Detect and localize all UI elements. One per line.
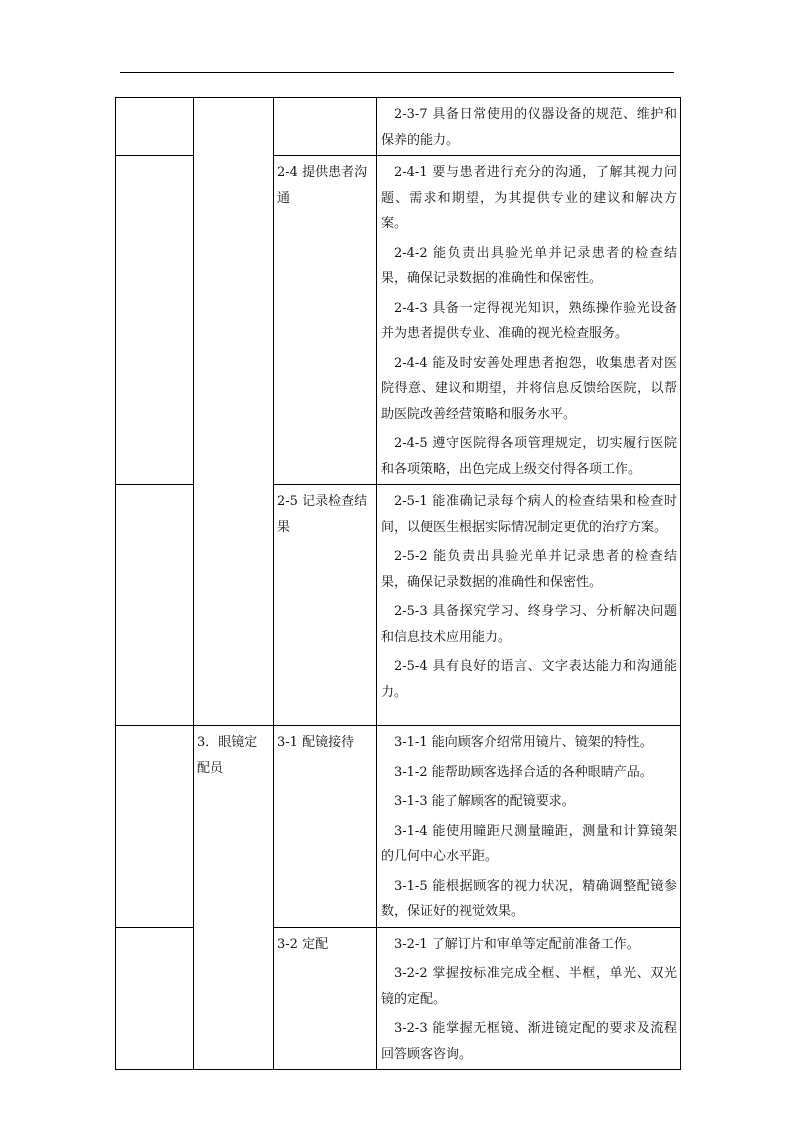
- category-cell: [116, 156, 194, 485]
- role-cell: 3．眼镜定配员: [194, 726, 274, 1070]
- requirements-cell: [377, 156, 681, 485]
- header-rule: [120, 72, 674, 73]
- requirement-item: 2-4-4 能及时安善处理患者抱怨，收集患者对医院得意、建议和期望，并将信息反馈给医院，以帮助医院改善经营策略和服务水平。: [381, 355, 677, 422]
- unit-cell: 3-2 定配: [274, 927, 377, 1070]
- requirements-cell: [377, 726, 681, 928]
- unit-cell: 3-1 配镜接待: [274, 726, 377, 928]
- requirement-item: 2-5-4 具有良好的语言、文字表达能力和沟通能力。: [381, 659, 677, 700]
- table-row: [116, 726, 681, 928]
- category-cell: [116, 726, 194, 928]
- table-row: [116, 98, 681, 156]
- role-cell: [194, 98, 274, 726]
- requirement-item: 2-5-2 能负责出具验光单并记录患者的检查结果，确保记录数据的准确性和保密性。: [381, 549, 677, 590]
- requirement-item: 2-5-3 具备探究学习、终身学习、分析解决问题和信息技术应用能力。: [381, 604, 677, 645]
- requirement-item: 2-5-1 能准确记录每个病人的检查结果和检查时间，以便医生根据实际情况制定更优的治疗方案。: [381, 494, 677, 535]
- category-cell: [116, 927, 194, 1070]
- requirement-item: 3-1-3 能了解顾客的配镜要求。: [394, 794, 575, 809]
- unit-cell: 2-5 记录检查结果: [274, 485, 377, 726]
- requirements-cell: [377, 485, 681, 726]
- requirement-item: 2-4-3 具备一定得视光知识，熟练操作验光设备并为患者提供专业、准确的视光检查服务。: [381, 300, 677, 341]
- requirement-item: 3-1-4 能使用瞳距尺测量瞳距，测量和计算镜架的几何中心水平距。: [381, 823, 677, 864]
- requirement-item: 3-2-2 掌握按标准完成全框、半框，单光、双光镜的定配。: [381, 966, 677, 1007]
- requirement-item: 2-4-5 遵守医院得各项管理规定，切实履行医院和各项策略，出色完成上级交付得各项工作。: [381, 436, 677, 477]
- requirement-item: 2-4-1 要与患者进行充分的沟通，了解其视力问题、需求和期望，为其提供专业的建议和解决方案。: [381, 165, 677, 231]
- requirement-item: 3-1-1 能向顾客介绍常用镜片、镜架的特性。: [394, 735, 653, 750]
- category-cell: [116, 485, 194, 726]
- requirement-item: 3-2-3 能掌握无框镜、渐进镜定配的要求及流程回答顾客咨询。: [381, 1021, 677, 1062]
- competency-table: [115, 97, 681, 1070]
- requirements-cell: [377, 98, 681, 156]
- requirement-item: 3-1-2 能帮助顾客选择合适的各种眼睛产品。: [394, 764, 653, 780]
- requirement-item: 2-3-7 具备日常使用的仪器设备的规范、维护和保养的能力。: [381, 107, 677, 148]
- unit-cell: [274, 98, 377, 156]
- category-cell: [116, 98, 194, 156]
- requirements-cell: [377, 927, 681, 1070]
- requirement-item: 3-1-5 能根据顾客的视力状况，精确调整配镜参数，保证好的视觉效果。: [381, 878, 677, 919]
- requirement-item: 2-4-2 能负责出具验光单并记录患者的检查结果，确保记录数据的准确性和保密性。: [381, 245, 677, 286]
- requirement-item: 3-2-1 了解订片和审单等定配前准备工作。: [394, 936, 640, 952]
- unit-cell: 2-4 提供患者沟通: [274, 156, 377, 485]
